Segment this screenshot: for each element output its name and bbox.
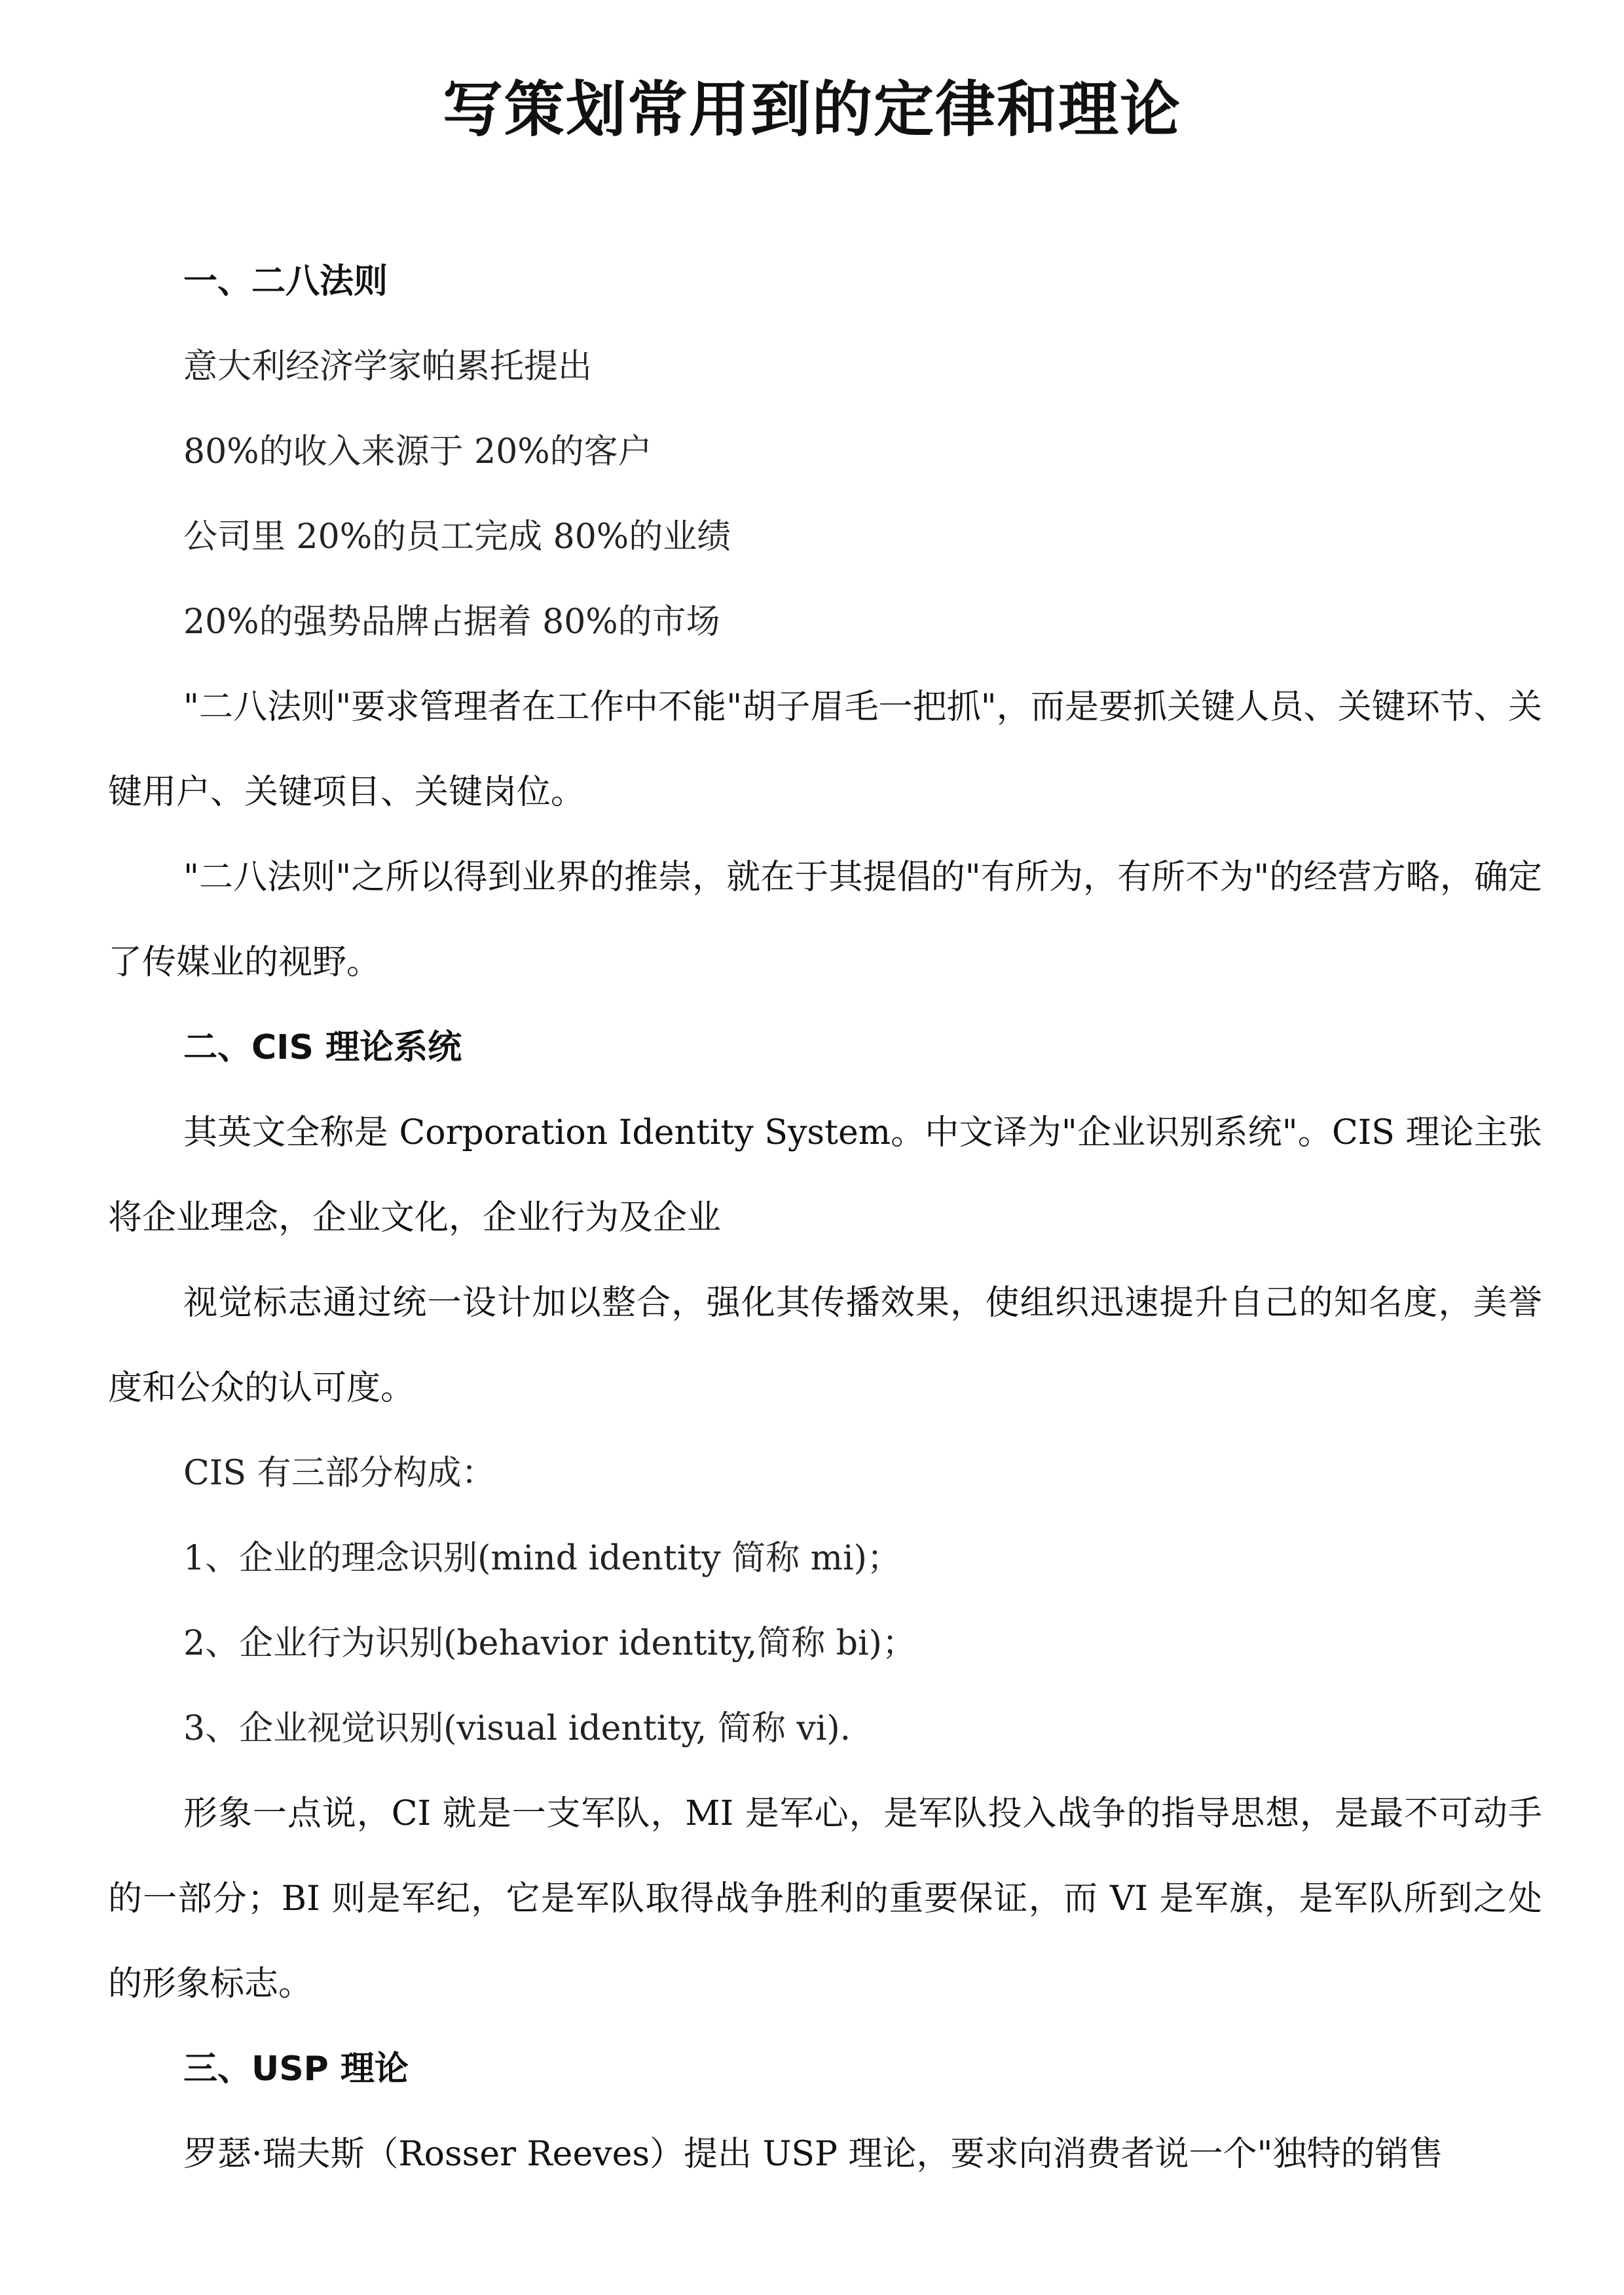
section-pareto [108,239,1542,1005]
paragraph: CIS 有三部分构成： [183,1454,496,1493]
paragraph: "二八法则"要求管理者在工作中不能"胡子眉毛一把抓"，而是要抓关键人员、关键环节、关键用户、关键项目、关键岗位。 [108,688,1542,812]
paragraph: "二八法则"之所以得到业界的推崇，就在于其提倡的"有所为，有所不为"的经营方略，确定了传媒业的视野。 [108,858,1542,982]
list-item: 公司里 20%的员工完成 80%的业绩 [183,517,731,557]
paragraph: 其英文全称是 Corporation Identity System。中文译为"企业识别系统"。CIS 理论主张将企业理念，企业文化，企业行为及企业 [108,1113,1542,1238]
section-heading: 一、二八法则 [183,262,388,301]
list-item: 意大利经济学家帕累托提出 [183,347,593,386]
list-item: 80%的收入来源于 20%的客户 [183,432,652,471]
document-body [108,239,1542,2197]
paragraph: 视觉标志通过统一设计加以整合，强化其传播效果，使组织迅速提升自己的知名度，美誉度和公众的认可度。 [108,1283,1542,1408]
section-heading: 二、CIS 理论系统 [183,1028,462,1067]
section-usp [108,2027,1542,2197]
paragraph: 形象一点说，CI 就是一支军队，MI 是军心，是军队投入战争的指导思想，是最不可动手的一部分；BI 则是军纪，它是军队取得战争胜利的重要保证，而 VI 是军旗，是军队所到之处的形象标志。 [108,1794,1542,2004]
paragraph: 罗瑟·瑞夫斯（Rosser Reeves）提出 USP 理论，要求向消费者说一个"独特的销售 [183,2135,1443,2174]
list-item: 20%的强势品牌占据着 80%的市场 [183,602,720,642]
section-heading: 三、USP 理论 [183,2049,409,2089]
section-cis [108,1005,1542,2027]
list-item: 2、企业行为识别(behavior identity,简称 bi)； [183,1624,916,1663]
list-item: 3、企业视觉识别(visual identity, 简称 vi). [183,1709,851,1748]
document-title: 写策划常用到的定律和理论 [442,75,1181,145]
list-item: 1、企业的理念识别(mind identity 简称 mi)； [183,1539,901,1578]
